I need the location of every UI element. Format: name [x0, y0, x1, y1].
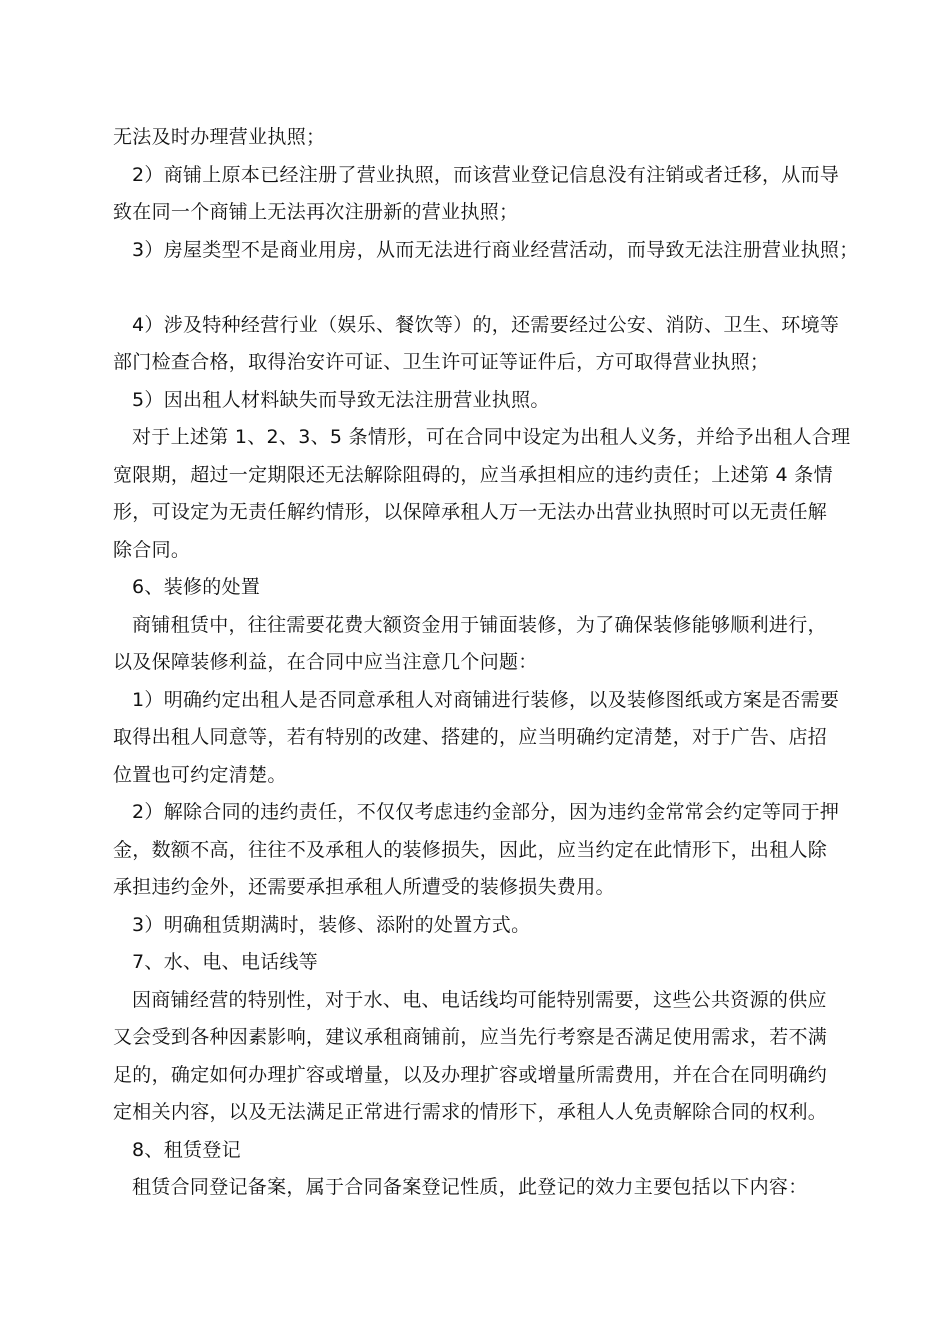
- text-line: 无法及时办理营业执照；: [113, 126, 326, 148]
- section-heading: 6、装修的处置: [132, 576, 261, 598]
- text-line: 位置也可约定清楚。: [113, 764, 287, 786]
- section-heading: 7、水、电、电话线等: [132, 951, 319, 973]
- text-line: 4）涉及特种经营行业（娱乐、餐饮等）的，还需要经过公安、消防、卫生、环境等: [132, 314, 840, 336]
- text-line: 2）解除合同的违约责任，不仅仅考虑违约金部分，因为违约金常常会约定等同于押: [132, 801, 840, 823]
- text-line: 3）房屋类型不是商业用房，从而无法进行商业经营活动，而导致无法注册营业执照；: [132, 239, 859, 261]
- text-line: 对于上述第 1、2、3、5 条情形，可在合同中设定为出租人义务，并给予出租人合理: [132, 426, 851, 448]
- section-heading: 8、租赁登记: [132, 1139, 241, 1161]
- text-line: 又会受到各种因素影响，建议承租商铺前，应当先行考察是否满足使用需求，若不满: [113, 1026, 828, 1048]
- text-line: 2）商铺上原本已经注册了营业执照，而该营业登记信息没有注销或者迁移，从而导: [132, 164, 840, 186]
- text-line: 商铺租赁中，往往需要花费大额资金用于铺面装修，为了确保装修能够顺利进行，: [132, 614, 827, 636]
- text-line: 致在同一个商铺上无法再次注册新的营业执照；: [113, 201, 519, 223]
- text-line: 3）明确租赁期满时，装修、添附的处置方式。: [132, 914, 531, 936]
- text-line: 宽限期，超过一定期限还无法解除阻碍的，应当承担相应的违约责任；上述第 4 条情: [113, 464, 833, 486]
- text-line: 定相关内容，以及无法满足正常进行需求的情形下，承租人人免责解除合同的权利。: [113, 1101, 828, 1123]
- text-line: 承担违约金外，还需要承担承租人所遭受的装修损失费用。: [113, 876, 615, 898]
- text-line: 因商铺经营的特别性，对于水、电、电话线均可能特别需要，这些公共资源的供应: [132, 989, 827, 1011]
- text-line: 以及保障装修利益，在合同中应当注意几个问题：: [113, 651, 538, 673]
- text-line: 1）明确约定出租人是否同意承租人对商铺进行装修，以及装修图纸或方案是否需要: [132, 689, 840, 711]
- text-line: 部门检查合格，取得治安许可证、卫生许可证等证件后，方可取得营业执照；: [113, 351, 770, 373]
- text-line: 金，数额不高，往往不及承租人的装修损失，因此，应当约定在此情形下，出租人除: [113, 839, 828, 861]
- text-line: 除合同。: [113, 539, 191, 561]
- text-line: 租赁合同登记备案，属于合同备案登记性质，此登记的效力主要包括以下内容：: [132, 1176, 808, 1198]
- text-line: 形，可设定为无责任解约情形，以保障承租人万一无法办出营业执照时可以无责任解: [113, 501, 828, 523]
- text-line: 5）因出租人材料缺失而导致无法注册营业执照。: [132, 389, 550, 411]
- text-line: 足的，确定如何办理扩容或增量，以及办理扩容或增量所需费用，并在合在同明确约: [113, 1064, 828, 1086]
- text-line: 取得出租人同意等，若有特别的改建、搭建的，应当明确约定清楚，对于广告、店招: [113, 726, 828, 748]
